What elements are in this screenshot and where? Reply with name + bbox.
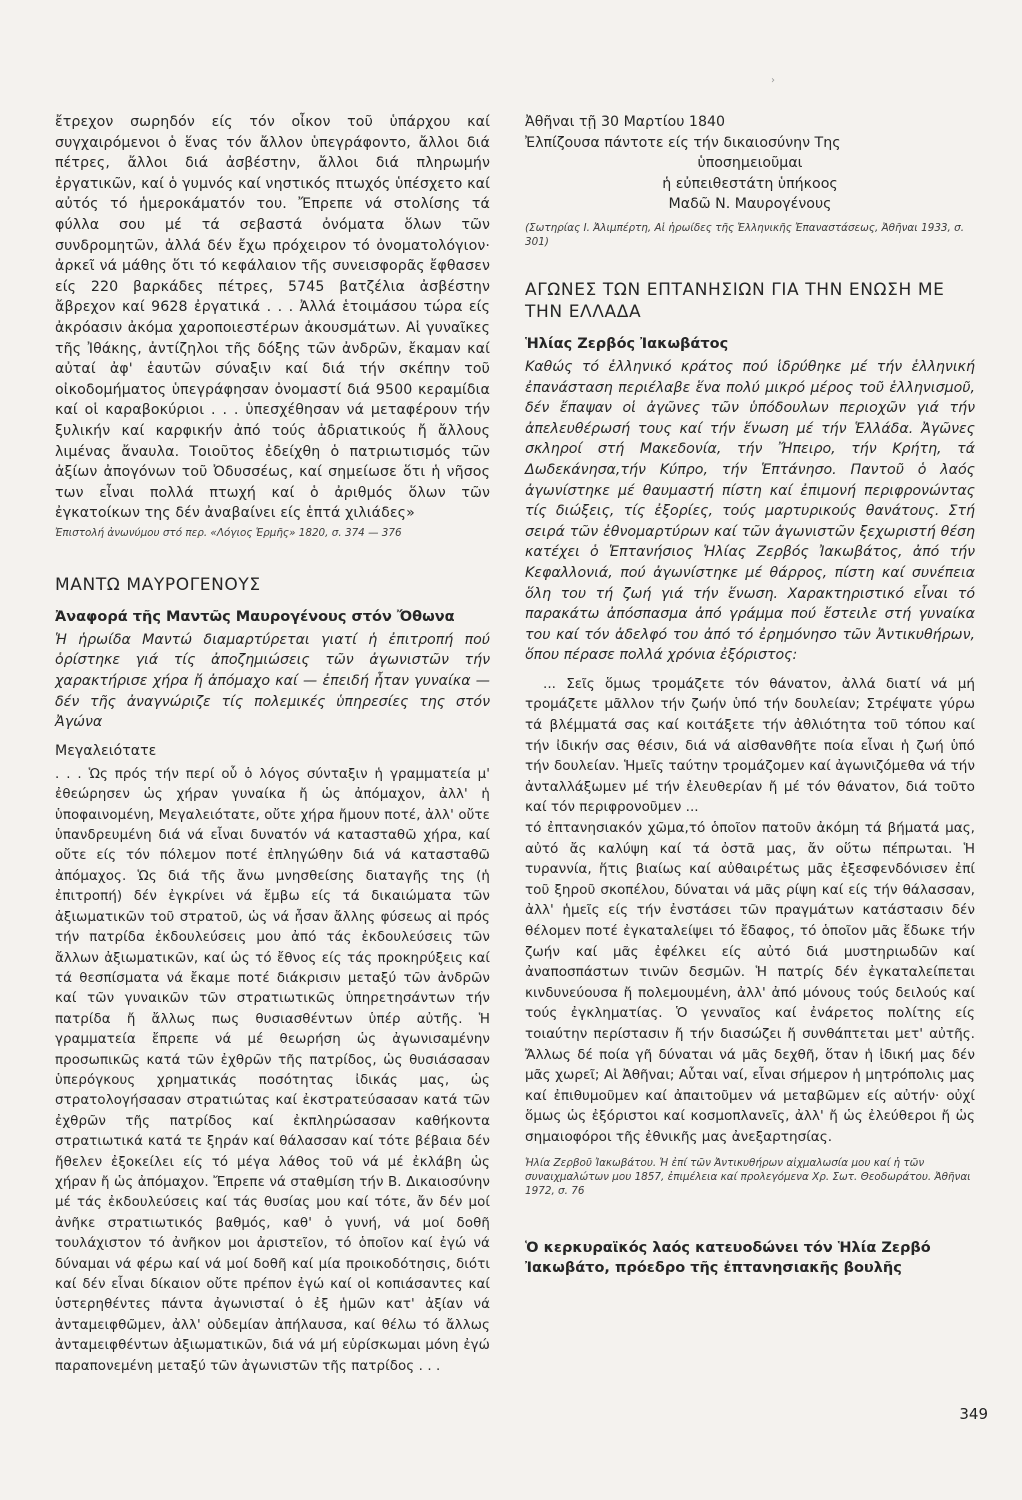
iakovatos-letter-quote: ... Σεῖς ὅμως τρομάζετε τόν θάνατον, ἀλλά διατί νά μή τρομάζετε μᾶλλον τήν ζωήν ὑπό τήν δουλείαν; Στρέψατε γύρω τά βλέμματά σας καί κοιτάξετε τήν ἀθλιότητα τοῦ τόπου καί τήν ἰδικήν σας θέσιν, διά νά αἰσθανθῆτε ποία εἶναι ἡ ζωή ὑπό τήν δουλείαν. Ἡμεῖς ταύτην τρομάζομεν καί ἀγωνιζόμεθα νά τήν ἀνταλλάξωμεν μέ τήν ἐλευθερίαν ἤ μέ τόν θάνατον, διά τοῦτο καί τόν περιφρονοῦμεν ... <box>525 675 975 816</box>
right-column <box>525 112 975 1278</box>
manto-petition-title: Ἀναφορά τῆς Μαντῶς Μαυρογένους στόν Ὄθωνα <box>55 608 455 625</box>
page-number: 349 <box>959 1405 988 1423</box>
iakovatos-intro: Καθώς τό ἑλληνικό κράτος πού ἱδρύθηκε μέ τήν ἑλληνική ἐπανάσταση περιέλαβε ἕνα πολύ μικρό μέρος τοῦ ἑλληνισμοῦ, δέν ἔπαψαν οἱ ἀγῶνες τῶν ὑπόδουλων περιοχῶν γιά τήν ἀπελευθέρωσή τους καί τήν ἕνωση μέ τήν Ἑλλάδα. Ἀγῶνες σκληροί στή Μακεδονία, τήν Ἤπειρο, τήν Κρήτη, τά Δωδεκάνησα,τήν Κύπρο, τήν Ἑπτάνησο. Παντοῦ ὁ λαός ἀγωνίστηκε μέ θαυμαστή πίστη καί ἐπιμονή περιφρονώντας τίς διώξεις, τίς ἐξορίες, τούς μαρτυρικούς θανάτους. Στή σειρά τῶν ἐθνομαρτύρων καί τῶν ἀγωνιστῶν ξεχωριστή θέση κατέχει ὁ Ἑπτανήσιος Ἡλίας Ζερβός Ἰακωβάτος, ἀπό τήν Κεφαλλονιά, πού ἀγωνίστηκε μέ θάρρος, πίστη καί συνέπεια ὅλη του τή ζωή γιά τήν ἕνωση. Χαρακτηριστικό εἶναι τό παρακάτω ἀπόσπασμα ἀπό γράμμα πού ἔστειλε στή γυναίκα του καί τόν ἀδελφό του ἀπό τό ἐρημόνησο τῶν Ἀντικυθήρων, ὅπου πέρασε πολλά χρόνια ἐξόριστος: <box>525 358 975 664</box>
left-column <box>55 112 490 1377</box>
heptanese-section-title: ΑΓΩΝΕΣ ΤΩΝ ΕΠΤΑΝΗΣΙΩΝ ΓΙΑ ΤΗΝ ΕΝΩΣΗ ΜΕ ΤΗΝ ΕΛΛΑΔΑ <box>525 279 945 322</box>
iakovatos-title: Ἡλίας Ζερβός Ἰακωβάτος <box>525 335 729 352</box>
ithaca-letter-text: ἔτρεχον σωρηδόν είς τόν οἶκον τοῦ ὑπάρχου καί συγχαιρόμενοι ὁ ἕνας τόν ἄλλον ὑπεγράφοντο, ἄλλοι διά πέτρες, ἄλλοι διά ἀσβέστην, ἄλλοι διά πληρωμήν ἐργατικῶν, καί ὁ γυμνός καί νηστικός πτωχός ὑπέσχετο καί αὐτός τό ἡμεροκάματόν του. Ἔπρεπε νά στολίσης τά φύλλα σου μέ τά σεβαστά ὀνόματα ὅλων τῶν συνδρομητῶν, ἀλλά δέν ἔχω πρόχειρον τό ὀνοματολόγιον· ἀρκεῖ νά μάθης ὅτι τό κεφάλαιον τῆς συνεισφορᾶς ἔφθασεν είς 220 βαρκάδες πέτρες, 5745 βατζέλια ἀσβέστην ἄβρεχον καί 9628 ἐργατικά . . . Ἀλλά ἑτοιμάσου τώρα είς ἀκρόασιν ἀκόμα χαροποιεστέρων ἀκουσμάτων. Αἱ γυναῖκες τῆς Ἰθάκης, ἀντίζηλοι τῆς δόξης τῶν ἀνδρῶν, ἔκαμαν καί αὐταί ἀφ' ἑαυτῶν σύναξιν καί διά τήν σκέπην τοῦ οἰκοδομήματος ὑπεγράφησαν ὀνομαστί διά 9500 κεραμίδια καί οἱ καραβοκύριοι . . . ὑπεσχέθησαν νά μεταφέρουν τήν ξυλικήν καί καρφικήν ἀπό τούς ἀδριατικούς ἤ ἄλλους λιμένας ἄναυλα. Τοιοῦτος ἐδείχθη ὁ πατριωτισμός τῶν ἀξίων ἀπογόνων τοῦ Ὀδυσσέως, καί σημείωσε ὅτι ἡ νῆσος των εἶναι πολλά πτωχή καί ὁ ἀριθμός ὅλων τῶν ἐγκατοίκων της δέν ἀναβαίνει είς ἑπτά χιλιάδες» <box>55 114 490 522</box>
signature-line: ἡ εὐπειθεστάτη ὑπήκοος <box>662 175 838 192</box>
signature-block <box>525 112 975 249</box>
signature-line: ὑποσημειοῦμαι <box>697 155 803 172</box>
iakovatos-source: Ἡλία Ζερβοῦ Ἰακωβάτου. Ἡ ἐπί τῶν Ἀντικυθήρων αἰχμαλωσία μου καί ἡ τῶν συναιχμαλώτων μου 1857, ἐπιμέλεια καί προλεγόμενα Χρ. Σωτ. Θεοδωράτου. Ἀθῆναι 1972, σ. 76 <box>525 1156 971 1197</box>
manto-petition-text: . . . Ὡς πρός τήν περί οὗ ὁ λόγος σύνταξιν ἡ γραμματεία μ' ἐθεώρησεν ὡς χήραν γυναίκα ἤ ὡς ἀπόμαχον, ἀλλ' ἡ ὑποφαινομένη, Μεγαλειότατε, οὔτε χήρα ἤμουν ποτέ, ἀλλ' οὔτε ὑπανδρευμένη διά νά εἶναι δυνατόν νά κατασταθῶ χήρα, καί οὔτε είς τόν πόλεμον ποτέ ἐπληγώθην διά νά κατασταθῶ ἀπόμαχος. Ὡς διά τῆς ἄνω μνησθείσης διαταγῆς της (ἡ ἐπιτροπή) δέν ἐγκρίνει νά ἔμβω είς τά δικαιώματα τῶν ἀξιωματικῶν τοῦ στρατοῦ, ὡς νά ἦσαν ἄλλης φύσεως αἱ πρός τήν πατρίδα ἐκδουλεύσεις μου ἀπό τάς ἐκδουλεύσεις τῶν ἄλλων ἀξιωματικῶν, καί ὡς τό ἔθνος είς τάς προκηρύξεις καί τά θεσπίσματα νά ἔκαμε ποτέ διάκρισιν μεταξύ τῶν ἀνδρῶν καί τῶν γυναικῶν τῶν στρατιωτικῶς ὑπηρετησάντων τήν πατρίδα ἤ ἄλλως πως θυσιασθέντων ὑπέρ αὐτῆς. Ἡ γραμματεία ἔπρεπε νά μέ θεωρήση ὡς ἀγωνισαμένην προσωπικῶς κατά τῶν ἐχθρῶν τῆς πατρίδος, ὡς θυσιάσασαν ὑπερόγκους χρηματικάς ποσότητας ἰδικάς μας, ὡς στρατολογήσασαν στρατιώτας καί ἐκστρατεύσασαν κατά τῶν ἐχθρῶν τῆς πατρίδος καί ἐκπληρώσασαν καθήκοντα στρατιωτικά κατά τε ξηράν καί θάλασσαν καί τότε βέβαια δέν ἤθελεν ἐξοκείλει είς τό μέγα λάθος τοῦ νά μέ ἐκλάβη ὡς χήραν ἤ ὡς ἀπόμαχον. Ἔπρεπε νά σταθμίση τήν Β. Δικαιοσύνην μέ τάς ἐκδουλεύσεις καί τάς θυσίας μου καί τότε, ἄν δέν μοί ἀνῆκε στρατιωτικός βαθμός, καθ' ὁ γυνή, νά μοί δοθῆ τουλάχιστον τό ἀνῆκον μοι ἀριστεῖον, τό ὁποῖον καί ἐγώ νά δύναμαι νά φέρω καί νά μοί δοθῆ καί μία προικοδότησις, διότι καί δέν εἶναι δίκαιον οὔτε πρέπον ἐγώ καί οἱ κοπιάσαντες καί ὑστερηθέντες πάντα ἀγωνισταί ὁ ἐξ ἡμῶν κατ' ἀξίαν νά ἀνταμειφθῶμεν, ἀλλ' οὐδεμίαν ἀπήλαυσα, καί θέλω τό ἄλλως ἀνταμειφθέντων ἀξιωματικῶν, διά νά μή εὑρίσκωμαι μόνη ἐγώ παραπονεμένη μεταξύ τῶν ἀγωνιστῶν τῆς πατρίδος . . . <box>55 766 490 1374</box>
signature-name: Μαδῶ Ν. Μαυρογένους <box>668 196 832 213</box>
signature-source: (Σωτηρίας Ι. Ἀλιμπέρτη, Αἱ ἡρωίδες τῆς Ἑλληνικῆς Ἐπαναστάσεως, Ἀθῆναι 1933, σ. 301) <box>525 221 965 248</box>
salutation: Μεγαλειότατε <box>55 742 157 759</box>
manto-section-title: ΜΑΝΤΩ ΜΑΥΡΟΓΕΝΟΥΣ <box>55 574 261 595</box>
corfu-section-heading: Ὁ κερκυραϊκός λαός κατευοδώνει τόν Ἡλία Ζερβό Ἰακωβάτο, πρόεδρο τῆς ἐπτανησιακῆς βουλῆς <box>525 1239 931 1276</box>
signature-line: Ἐλπίζουσα πάντοτε είς τήν δικαιοσύνην Της <box>525 134 841 151</box>
margin-mark: › <box>771 75 775 86</box>
signature-date: Ἀθῆναι τῇ 30 Μαρτίου 1840 <box>525 114 726 130</box>
iakovatos-letter-quote-continued: τό ἐπτανησιακόν χῶμα,τό ὁποῖον πατοῦν ἀκόμη τά βήματά μας, αὐτό ἄς καλύψη καί τά ὀστᾶ μας, ἄν οὕτω πέπρωται. Ἡ τυραννία, ἥτις βιαίως καί αὐθαιρέτως μᾶς ἐξεσφενδόνισεν ἐπί τοῦ ξηροῦ σκοπέλου, δύναται νά μᾶς ρίψη καί είς τήν θάλασσαν, ἀλλ' ἡμεῖς είς τήν ἐνστάσει τῶν πραγμάτων κατάστασιν δέν θέλομεν ποτέ ἐγκαταλείψει τό ἔδαφος, τό ὁποῖον μᾶς ἔδωκε τήν ζωήν καί μᾶς ἐφέλκει είς αὐτό διά μυστηριωδῶν καί ἀναποσπάστων τινῶν δεσμῶν. Ἡ πατρίς δέν ἐγκαταλείπεται κινδυνεύουσα ἤ πολεμουμένη, ἀλλ' ἀπό μόνους τούς δειλούς καί τούς ἐγκληματίας. Ὁ γενναῖος καί ἐνάρετος πολίτης είς τοιαύτην περίστασιν ἤ τήν διασώζει ἤ συνθάπτεται μετ' αὐτῆς. Ἄλλως δέ ποία γῆ δύναται νά μᾶς δεχθῆ, ὅταν ἡ ἰδική μας δέν μᾶς χωρεῖ; Αἱ Ἀθῆναι; Αὗται ναί, εἶναι σήμερον ἡ μητρόπολις μας καί ἐπιθυμοῦμεν καί ἀπαιτοῦμεν νά μεταβῶμεν είς αὐτήν· οὐχί ὅμως ὡς ἐξόριστοι καί κοσμοπλανεῖς, ἀλλ' ἤ ὡς ἐλεύθεροι ἤ ὡς σημαιοφόροι τῆς ἐθνικῆς μας ἀνεξαρτησίας. <box>525 820 975 1145</box>
manto-intro: Ἡ ἡρωίδα Μαντώ διαμαρτύρεται γιατί ἡ ἐπιτροπή πού ὁρίστηκε γιά τίς ἀποζημιώσεις τῶν ἀγωνιστῶν τήν χαρακτήρισε χήρα ἤ ἀπόμαχο καί — ἐπειδή ἦταν γυναίκα — δέν τῆς ἀναγνώριζε τίς πολεμικές ὑπηρεσίες της στόν Ἀγώνα <box>55 631 490 731</box>
ithaca-letter-source: Ἐπιστολή ἀνωνύμου στό περ. «Λόγιος Ἑρμῆς» 1820, σ. 374 — 376 <box>55 526 402 539</box>
